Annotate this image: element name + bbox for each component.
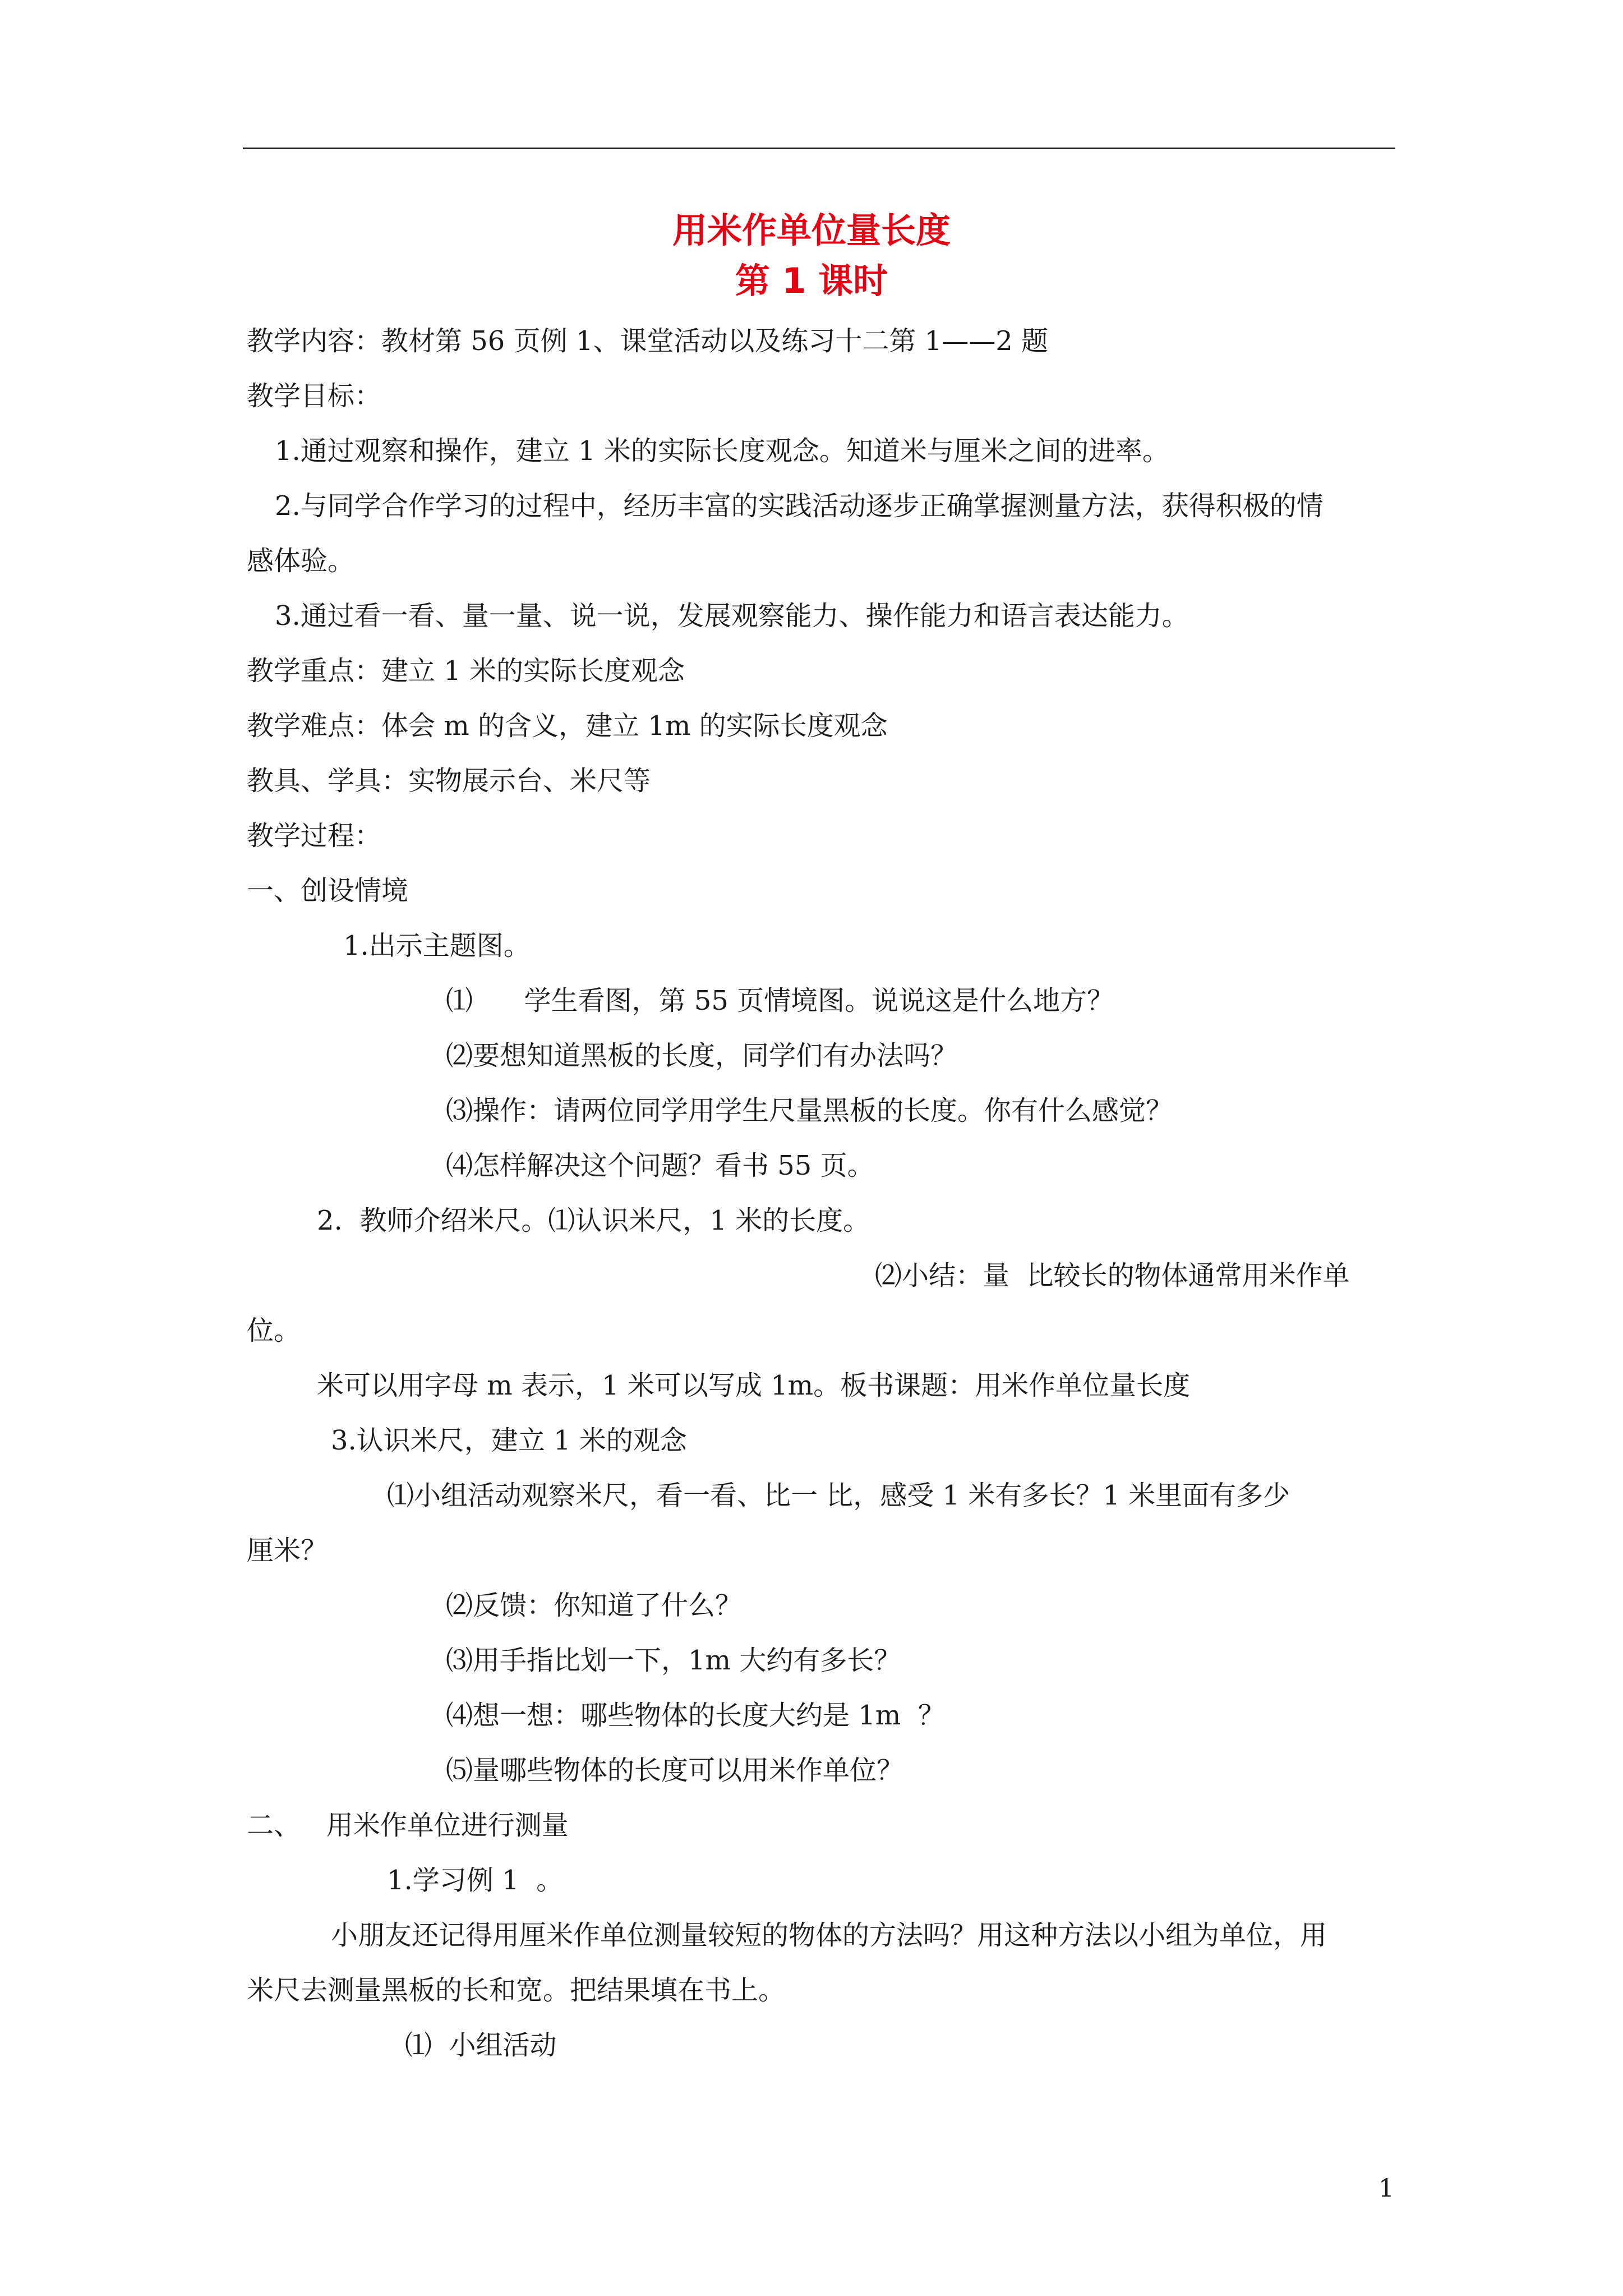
text-line: 米可以用字母 m 表示，1 米可以写成 1m。板书课题：用米作单位量长度 — [317, 1370, 1191, 1401]
text-line: 3.通过看一看、量一量、说一说，发展观察能力、操作能力和语言表达能力。 — [275, 600, 1189, 632]
text-line: 3.认识米尺，建立 1 米的观念 — [331, 1425, 687, 1456]
text-line: ⑸量哪些物体的长度可以用米作单位？ — [446, 1755, 904, 1786]
text-line: 二、 用米作单位进行测量 — [247, 1810, 569, 1841]
text-line: ⑶用手指比划一下，1m 大约有多长？ — [446, 1645, 901, 1676]
text-line: 教学内容：教材第 56 页例 1、课堂活动以及练习十二第 1——2 题 — [247, 325, 1048, 357]
text-line: 1.学习例 1 。 — [387, 1865, 564, 1896]
text-line: 1.出示主题图。 — [343, 930, 531, 961]
text-line: 米尺去测量黑板的长和宽。把结果填在书上。 — [247, 1975, 786, 2006]
text-line: 教学重点：建立 1 米的实际长度观念 — [247, 655, 685, 687]
text-line: 教学难点：体会 m 的含义，建立 1m 的实际长度观念 — [247, 710, 888, 742]
text-line: ⑵反馈：你知道了什么？ — [446, 1590, 743, 1621]
text-line: 教学目标： — [247, 380, 382, 412]
text-line: 1.通过观察和操作，建立 1 米的实际长度观念。知道米与厘米之间的进率。 — [275, 435, 1169, 467]
text-line: 2.与同学合作学习的过程中，经历丰富的实践活动逐步正确掌握测量方法，获得积极的情 — [275, 490, 1324, 522]
text-line: ⑴小组活动观察米尺，看一看、比一 比，感受 1 米有多长？1 米里面有多少 — [387, 1480, 1290, 1511]
text-line: ⑵要想知道黑板的长度，同学们有办法吗？ — [446, 1040, 958, 1071]
text-line: 一、创设情境 — [247, 875, 409, 907]
text-line: ⑶操作：请两位同学用学生尺量黑板的长度。你有什么感觉？ — [446, 1095, 1173, 1126]
text-line: ⑷怎样解决这个问题？看书 55 页。 — [446, 1150, 874, 1181]
text-line: 感体验。 — [247, 545, 355, 577]
text-line: 小朋友还记得用厘米作单位测量较短的物体的方法吗？用这种方法以小组为单位，用 — [331, 1920, 1327, 1951]
text-line: ⑴ 小组活动 — [405, 2030, 557, 2061]
text-line: 教学过程： — [247, 820, 382, 852]
text-line: ⑵小结：量 比较长的物体通常用米作单 — [875, 1260, 1350, 1291]
text-line: ⑴ 学生看图，第 55 页情境图。说说这是什么地方？ — [446, 985, 1114, 1016]
text-line: ⑷想一想：哪些物体的长度大约是 1m ？ — [446, 1700, 945, 1731]
header-rule — [243, 148, 1395, 149]
text-line: 2. 教师介绍米尺。⑴认识米尺，1 米的长度。 — [317, 1205, 870, 1236]
text-line: 厘米？ — [247, 1535, 328, 1566]
document-subtitle: 第 1 课时 — [735, 260, 888, 301]
text-line: 位。 — [247, 1315, 301, 1346]
text-line: 教具、学具：实物展示台、米尺等 — [247, 765, 651, 797]
page-number: 1 — [1378, 2174, 1394, 2203]
document-title: 用米作单位量长度 — [672, 210, 951, 251]
